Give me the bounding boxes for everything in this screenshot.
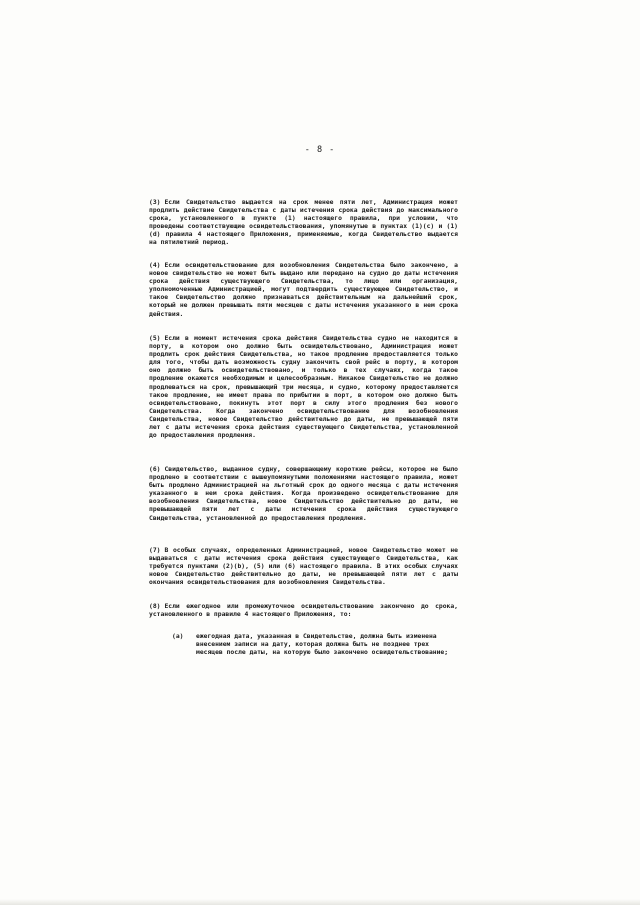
page-number: - 8 - [304, 145, 336, 155]
paragraph-text: В особых случаях, определенных Администрацией, новое Свидетельство может не выдаваться с даты истечения срока действия существующего Свидетельства, как требуется пунктами (2)(b), (5) или (6) настоящего правила. В этих особых случаях новое Свидетельство действительно до даты, не превышающей пяти лет с даты окончания освидетельствования для возобновления Свидетельства. [149, 547, 458, 587]
paragraph-text: Если в момент истечения срока действия Свидетельства судно не находится в порту, в котором оно должно быть освидетельствовано, Администрация может продлить срок действия Свидетельства, но такое продление предоставляется только для того, чтобы дать возможность судну закончить свой рейс в порту, в котором оно должно быть освидетельствовано, и только в тех случаях, когда такое продление окажется необходимым и целесообразным. Никакое Свидетельство не должно продлеваться на срок, превышающий три месяца, и судно, которому предоставляется такое продление, не имеет права по прибытии в порт, в котором оно должно быть освидетельствовано, покинуть этот порт в силу этого продления без нового Свидетельства. Когда закончено освидетельствование для возобновления Свидетельства, новое Свидетельство действительно до даты, не превышающей пяти лет с даты истечения срока действия существующего Свидетельства, установленной до предоставления продления. [149, 335, 458, 440]
paragraph-6 [149, 466, 458, 523]
paragraph-number: (8) [149, 603, 161, 610]
paragraph-text: Если ежегодное или промежуточное освидетельствование закончено до срока, установленного в правиле 4 настоящего Приложения, то: [149, 603, 458, 619]
paragraph-number: (4) [149, 262, 161, 269]
subitem-text: ежегодная дата, указанная в Свидетельстве, должна быть изменена внесением записи на дату, которая должна быть не позднее трех месяцев после даты, на которую было закончено освидетельствование; [196, 633, 449, 657]
paragraph-text: Свидетельство, выданное судну, совершающему короткие рейсы, которое не было продлено в соответствии с вышеупомянутыми положениями настоящего правила, может быть продлено Администрацией на льготный срок до одного месяца с даты истечения указанного в нем срока действия. Когда произведено освидетельствование для возобновления Свидетельства, новое Свидетельство действительно до даты, не превышающей пяти лет с даты истечения срока действия существующего Свидетельства, установленной до предоставления продления. [149, 466, 458, 522]
paragraph-number: (3) [149, 199, 161, 206]
paragraph-number: (6) [149, 466, 161, 473]
paragraph-7 [149, 547, 458, 587]
paragraph-number: (5) [149, 335, 161, 342]
paragraph-text: Если Свидетельство выдается на срок менее пяти лет, Администрация может продлить действие Свидетельства с даты истечения срока действия до максимального срока, установленного в пункте (1) настоящего правила, при условии, что проведены соответствующие освидетельствования, упомянутые в пунктах (1)(с) и (1)(d) правила 4 настоящего Приложения, применяемые, когда Свидетельство выдается на пятилетний период. [149, 199, 458, 247]
subitem-label: (a) [172, 633, 184, 640]
paragraph-text: Если освидетельствование для возобновления Свидетельства было закончено, а новое свидетельство не может быть выдано или передано на судно до даты истечения срока действия существующего Свидетельства, то лицо или организация, уполномоченные Администрацией, могут подтвердить существующее Свидетельство, и такое Свидетельство должно признаваться действительным на дальнейший срок, который не должен превышать пяти месяцев с даты истечения указанного в нем срока действия. [149, 262, 458, 318]
paragraph-3 [149, 199, 458, 248]
paragraph-8 [149, 603, 458, 619]
paragraph-number: (7) [149, 547, 161, 554]
subitem-a [172, 633, 458, 657]
paragraph-5 [149, 335, 458, 440]
paragraph-4 [149, 262, 458, 319]
scan-edge-shadow [0, 899, 640, 905]
